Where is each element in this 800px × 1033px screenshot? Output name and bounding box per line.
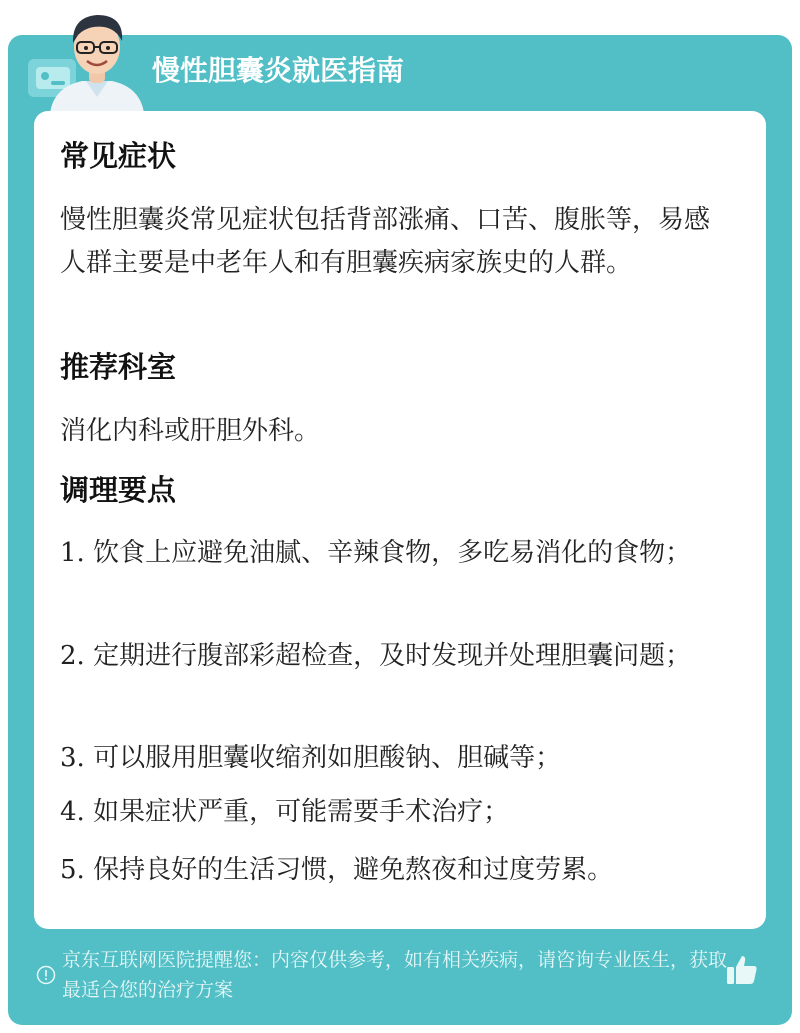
care-item-number: 2. <box>60 641 85 671</box>
care-item-number: 3. <box>60 743 85 773</box>
thumbs-up-icon[interactable] <box>724 952 760 988</box>
care-item <box>60 737 732 780</box>
care-item-number: 1. <box>60 538 85 568</box>
info-icon <box>36 965 56 985</box>
symptoms-text: 慢性胆囊炎常见症状包括背部涨痛、口苦、腹胀等，易感人群主要是中老年人和有胆囊疾病家族史的人群。 <box>60 205 711 278</box>
doctor-avatar <box>42 5 152 113</box>
section-heading-care: 调理要点 <box>60 473 177 507</box>
care-item-text: 定期进行腹部彩超检查，及时发现并处理胆囊问题； <box>93 641 692 671</box>
department-text: 消化内科或肝胆外科。 <box>60 416 321 446</box>
section-heading-department: 推荐科室 <box>60 350 177 384</box>
section-heading-symptoms: 常见症状 <box>60 139 177 173</box>
care-item <box>60 532 732 575</box>
care-item <box>60 849 732 892</box>
care-item <box>60 791 732 834</box>
care-item <box>60 635 732 678</box>
care-item-text: 饮食上应避免油腻、辛辣食物，多吃易消化的食物； <box>93 538 692 568</box>
page-title: 慢性胆囊炎就医指南 <box>152 54 405 87</box>
care-item-number: 4. <box>60 797 85 827</box>
care-item-text: 可以服用胆囊收缩剂如胆酸钠、胆碱等； <box>93 743 562 773</box>
disclaimer-text: 京东互联网医院提醒您：内容仅供参考，如有相关疾病，请咨询专业医生，获取最适合您的治疗方案 <box>62 949 728 1001</box>
care-item-text: 如果症状严重，可能需要手术治疗； <box>93 797 510 827</box>
care-item-number: 5. <box>60 855 85 885</box>
care-item-text: 保持良好的生活习惯，避免熬夜和过度劳累。 <box>93 855 614 885</box>
content-card <box>34 111 766 929</box>
